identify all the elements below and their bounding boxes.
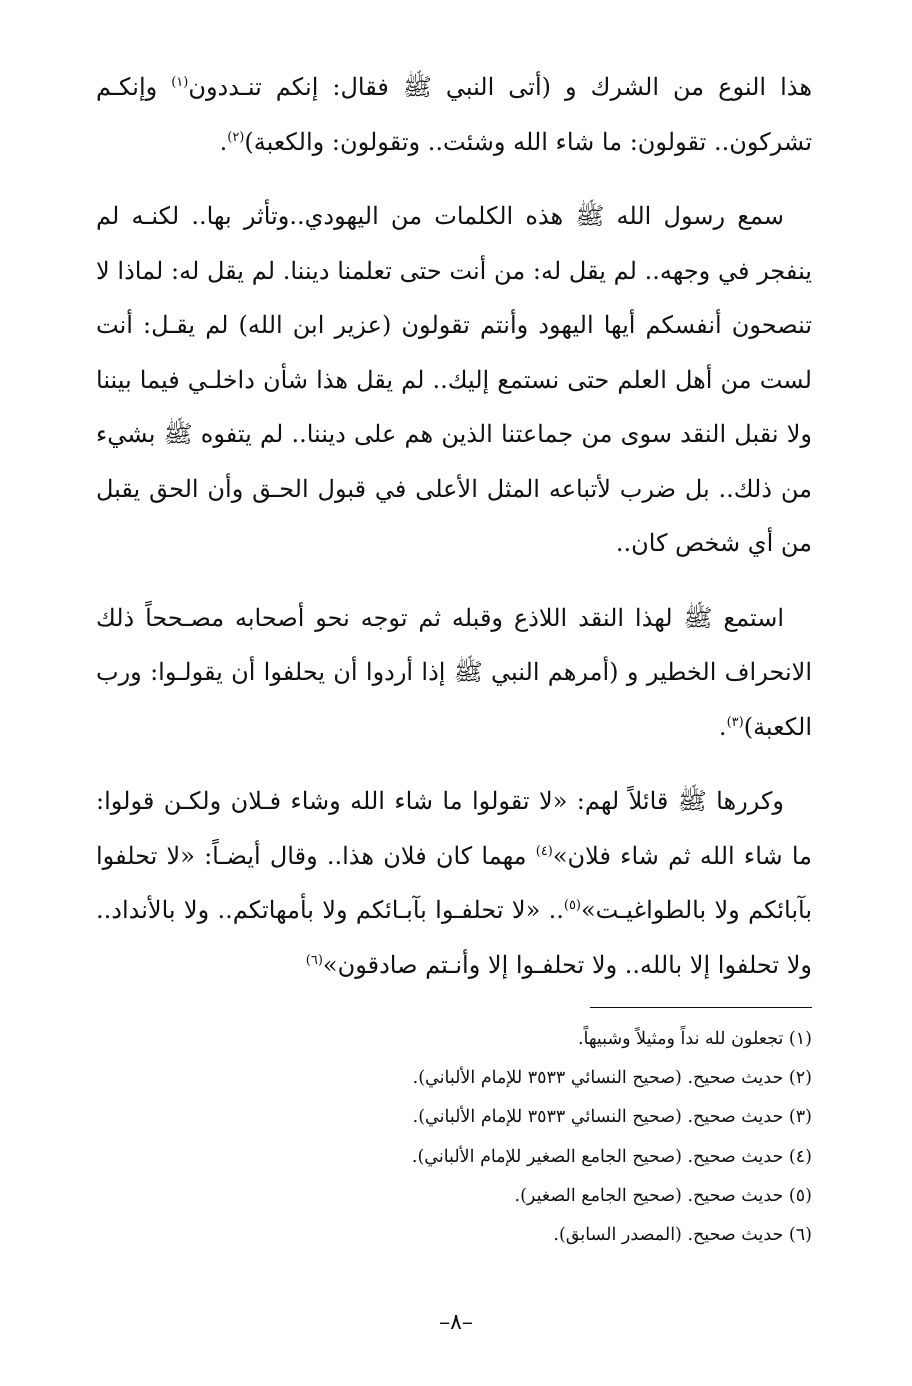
text-run: .. «لا تحلفـوا بآبـائكم ولا بأمهاتكم.. ولا بالأنداد.. ولا تحلفوا إلا بالله.. ولا تحلفـوا إلا وأنـتم صادقون»: [96, 896, 812, 979]
text-run: استمع ﷺ لهذا النقد اللاذع وقبله ثم توجه نحو أصحابه مصـححاً ذلك الانحراف الخطير و (أمرهم النبي ﷺ إذا أردوا أن يحلفوا أن يقولـوا: ورب الكعبة): [96, 603, 812, 741]
paragraph: [96, 591, 812, 755]
footnote-marker: (١): [171, 75, 189, 90]
text-run: .: [219, 127, 228, 156]
text-run: هذا النوع من الشرك و (أتى النبي ﷺ فقال: إنكم تنـددون: [188, 73, 812, 101]
footnotes: [96, 1020, 812, 1255]
footnote-marker: (٢): [227, 129, 245, 145]
footnote-marker: (٤): [535, 843, 553, 859]
footnote-marker: (٦): [305, 952, 323, 968]
paragraph: [96, 189, 812, 571]
paragraph: [96, 60, 812, 169]
main-text: [96, 60, 812, 992]
footnote-marker: (٥): [563, 898, 581, 913]
footnote-marker: (٣): [726, 714, 744, 730]
footnote-item: (٥) حديث صحيح. (صحيح الجامع الصغير).: [514, 1185, 812, 1206]
footnote-item: (٤) حديث صحيح. (صحيح الجامع الصغير للإمام الألباني).: [411, 1146, 812, 1167]
text-run: مهما كان فلان هذا.. وقال أيضـاً: «لا تحلفوا بآبائكم ولا بالطواغيـت»: [96, 841, 812, 924]
text-run: وإنكـم تشركون.. تقولون: ما شاء الله وشئت.. وتقولون: والكعبة): [96, 73, 812, 156]
footnote-item: (٦) حديث صحيح. (المصدر السابق).: [553, 1225, 812, 1246]
paragraph: [96, 774, 812, 992]
text-run: .: [718, 712, 727, 741]
text-run: وكررها ﷺ قائلاً لهم: «لا تقولوا ما شاء الله وشاء فـلان ولكـن قولوا: ما شاء الله ثم شاء فلان»: [96, 787, 812, 870]
footnote-item: (٢) حديث صحيح. (صحيح النسائي ٣٥٣٣ للإمام الألباني).: [412, 1068, 812, 1089]
footnote-item: (١) تجعلون لله نداً ومثيلاً وشبيهاً.: [577, 1029, 812, 1049]
page-number: –٨–: [439, 1310, 473, 1335]
footnote-separator: [590, 1007, 812, 1008]
footnote-item: (٣) حديث صحيح. (صحيح النسائي ٣٥٣٣ للإمام الألباني).: [412, 1107, 812, 1128]
text-run: سمع رسول الله ﷺ هذه الكلمات من اليهودي..وتأثر بها.. لكنـه لم ينفجر في وجهه.. لم يقل له: من أنت حتى تعلمنا ديننا. لم يقل له: لماذا لا تنصحون أنفسكم أيها اليهود وأنتم تقولون (عزير ابن الله) لم يقـل: أنت لست من أهل العلم حتى نستمع إليك.. لم يقل هذا شأن داخلـي فيما بيننا ولا نقبل النقد سوى من جماعتنا الذين هم على ديننا.. لم يتفوه ﷺ بشيء من ذلك.. بل ضرب لأتباعه المثل الأعلى في قبول الحـق وأن الحق يقبل من أي شخص كان..: [96, 202, 812, 557]
